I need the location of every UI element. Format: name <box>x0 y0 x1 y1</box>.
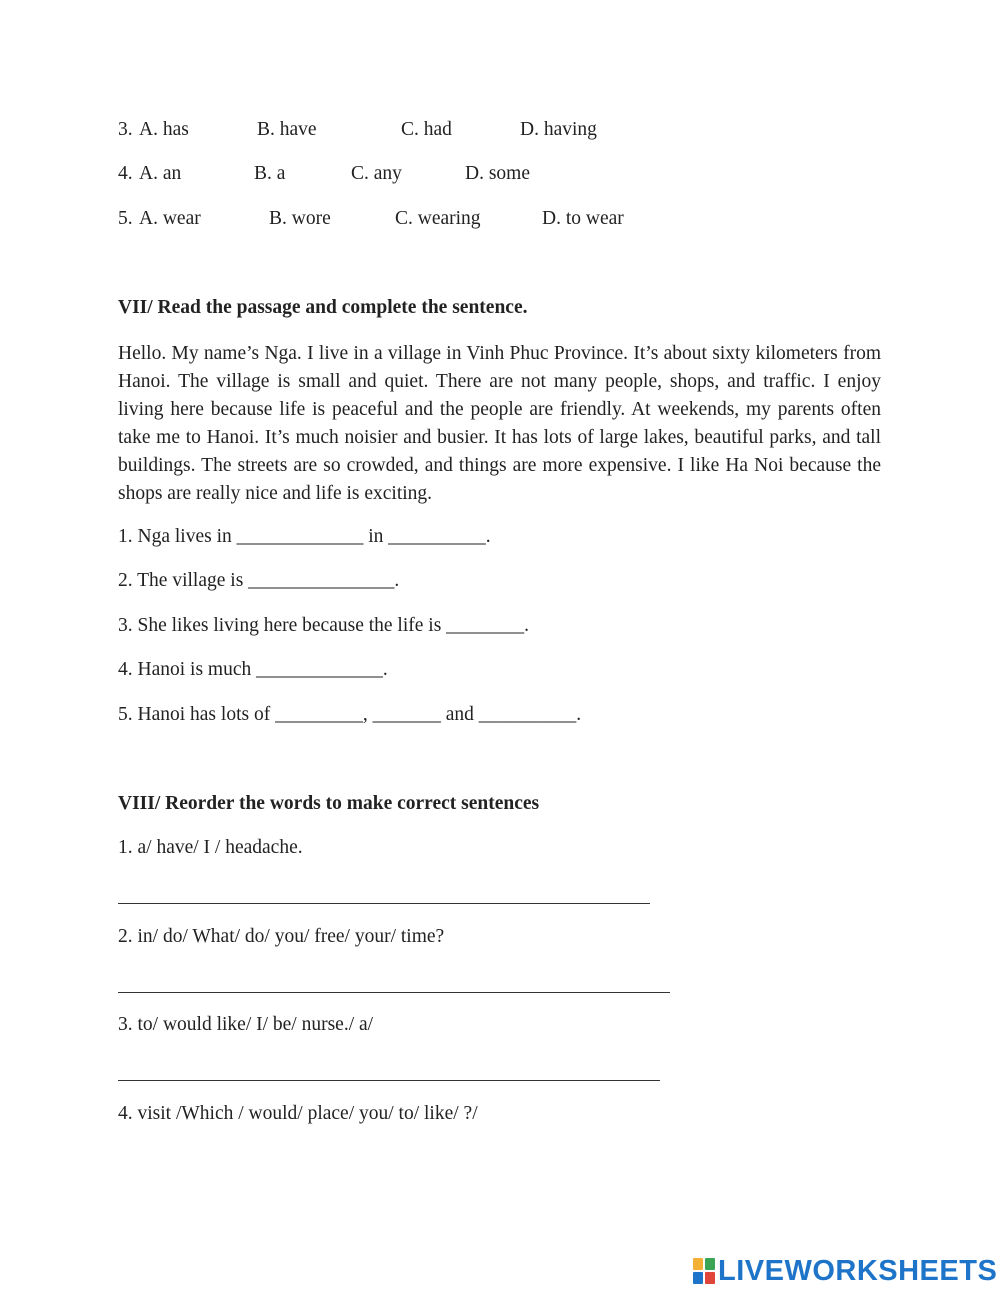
question-vii-2: 2. The village is _______________. <box>118 570 400 591</box>
reorder-item-4: 4. visit /Which / would/ place/ you/ to/ like/ ?/ <box>118 1103 478 1124</box>
question-vii-3: 3. She likes living here because the life is ________. <box>118 615 530 636</box>
question-vii-5: 5. Hanoi has lots of _________, _______ and __________. <box>118 704 582 725</box>
answer-line-1[interactable] <box>118 903 650 904</box>
question-vii-1: 1. Nga lives in _____________ in __________. <box>118 526 491 547</box>
mc-option-4b: B. a <box>254 163 286 184</box>
logo-tile <box>705 1272 715 1284</box>
mc-option-5c: C. wearing <box>395 208 481 229</box>
mc-option-3d: D. having <box>520 119 597 140</box>
mc-option-3c: C. had <box>401 119 452 140</box>
mc-option-5b: B. wore <box>269 208 331 229</box>
mc-option-5a: A. wear <box>139 208 201 229</box>
mc-option-3a: A. has <box>139 119 189 140</box>
answer-line-3[interactable] <box>118 1080 660 1081</box>
mc-number: 5. <box>118 208 133 229</box>
reorder-item-3: 3. to/ would like/ I/ be/ nurse./ a/ <box>118 1014 374 1035</box>
section-viii-heading: VIII/ Reorder the words to make correct sentences <box>118 793 540 814</box>
question-vii-4: 4. Hanoi is much _____________. <box>118 659 388 680</box>
reading-passage: Hello. My name’s Nga. I live in a village in Vinh Phuc Province. It’s about sixty kilometers from Hanoi. The village is small and quiet. There are not many people, shops, and traffic. I enjoy living here because life is peaceful and the people are friendly. At weekends, my parents often take me to Hanoi. It’s much noisier and busier. It has lots of large lakes, beautiful parks, and tall buildings. The streets are so crowded, and things are more expensive. I like Ha Noi because the shops are really nice and life is exciting. <box>118 343 881 504</box>
liveworksheets-logo <box>693 1255 997 1287</box>
reorder-item-1: 1. a/ have/ I / headache. <box>118 837 303 858</box>
section-vii-heading: VII/ Read the passage and complete the sentence. <box>118 297 528 318</box>
reorder-item-2: 2. in/ do/ What/ do/ you/ free/ your/ time? <box>118 926 445 947</box>
mc-number: 4. <box>118 163 133 184</box>
logo-tiles-icon <box>693 1258 715 1284</box>
logo-tile <box>693 1272 703 1284</box>
logo-tile <box>705 1258 715 1270</box>
mc-option-5d: D. to wear <box>542 208 624 229</box>
answer-line-2[interactable] <box>118 992 670 993</box>
mc-option-3a: 3. <box>118 119 133 140</box>
logo-tile <box>693 1258 703 1270</box>
mc-option-4a: A. an <box>139 163 182 184</box>
brand-name: LIVEWORKSHEETS <box>718 1254 998 1287</box>
mc-option-4c: C. any <box>351 163 402 184</box>
mc-option-4d: D. some <box>465 163 530 184</box>
mc-option-3b: B. have <box>257 119 317 140</box>
